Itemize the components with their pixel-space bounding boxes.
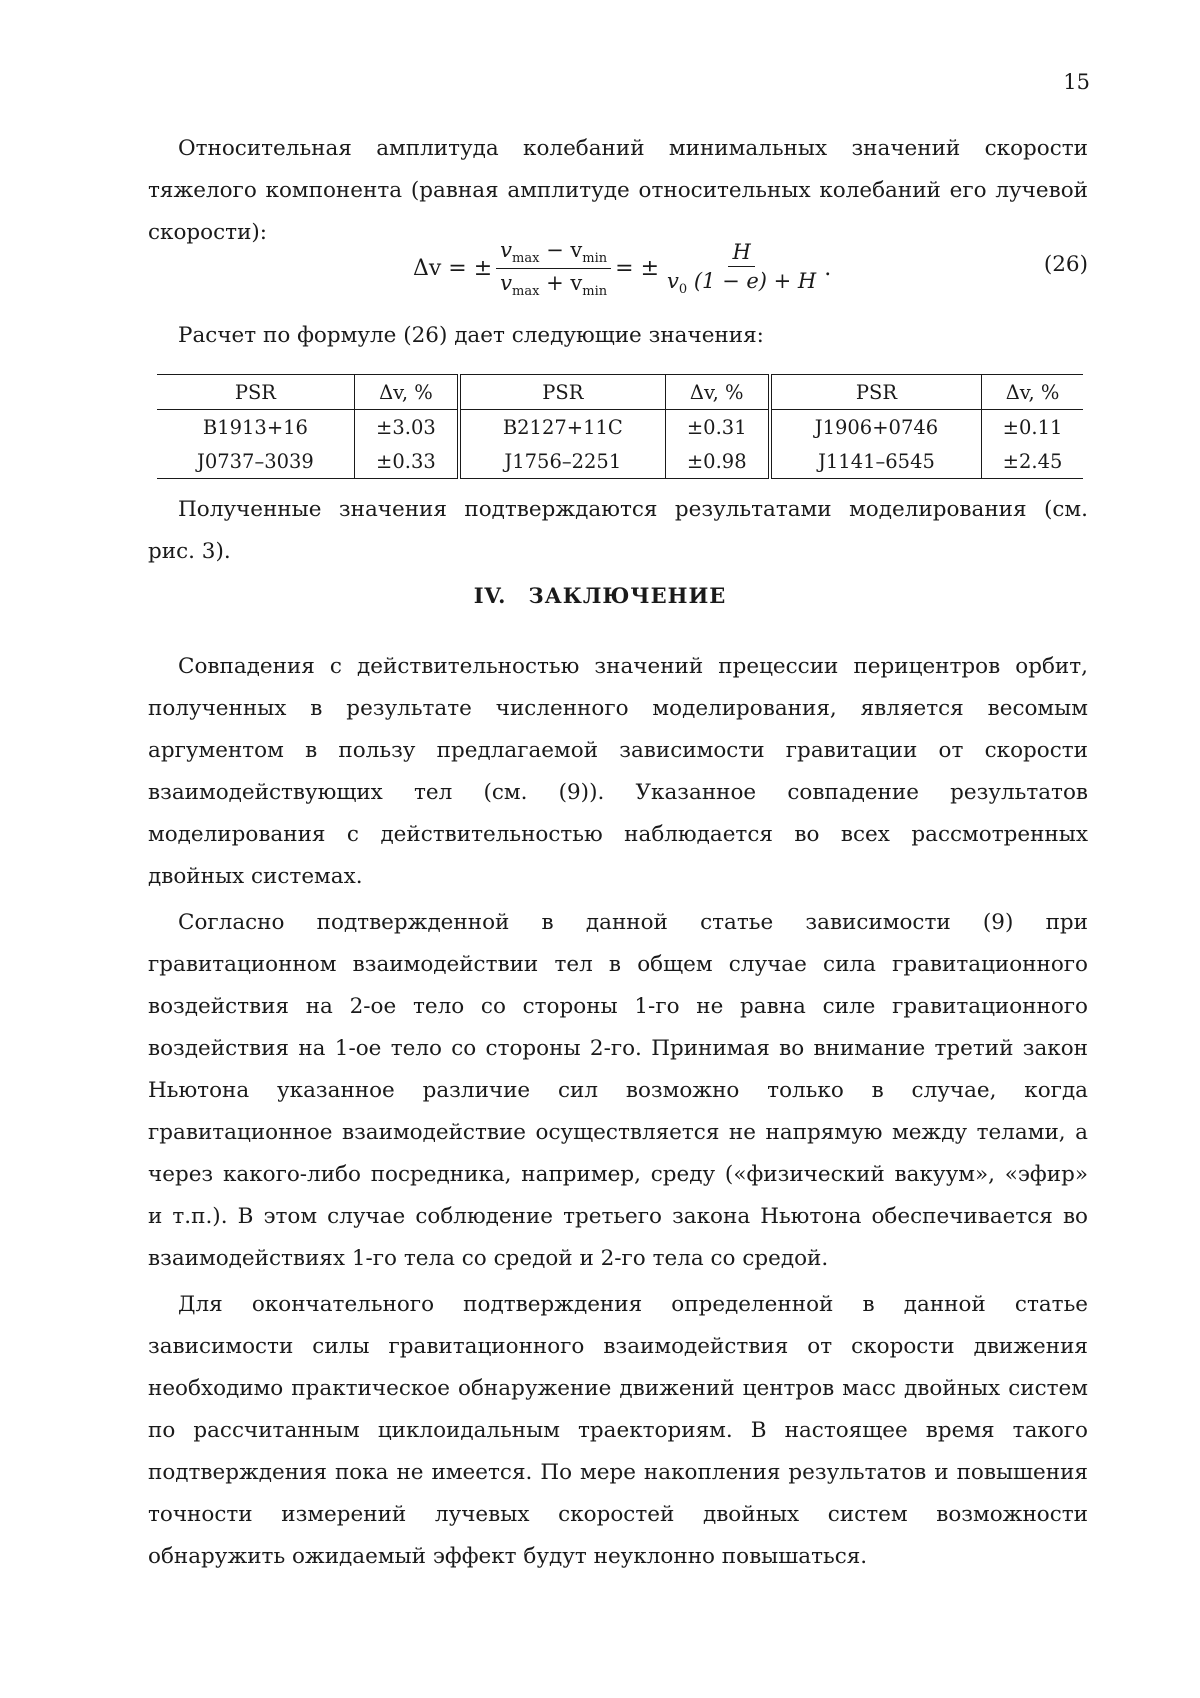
section-title: ЗАКЛЮЧЕНИЕ	[528, 583, 726, 608]
table-cell: J0737–3039	[157, 444, 354, 479]
header-dv-3: Δv, %	[982, 375, 1083, 410]
header-psr-1: PSR	[157, 375, 354, 410]
velocity-fraction-numerator: vmax − vmin	[496, 238, 611, 269]
table-cell: ±0.31	[665, 410, 770, 445]
table-cell: ±0.33	[354, 444, 459, 479]
section-number: IV.	[474, 583, 507, 608]
psr-table	[157, 374, 1083, 479]
velocity-fraction-denominator: vmax + vmin	[496, 269, 611, 299]
calc-paragraph: Расчет по формуле (26) дает следующие значения:	[148, 315, 1088, 357]
h-fraction	[663, 240, 820, 297]
equation-end: .	[824, 256, 831, 281]
header-psr-3: PSR	[770, 375, 982, 410]
table-cell: ±3.03	[354, 410, 459, 445]
psr-table-header-row	[157, 375, 1083, 410]
equation-number: (26)	[1044, 252, 1088, 277]
conclusion-paragraph-2: Согласно подтвержденной в данной статье зависимости (9) при гравитационном взаимодействии тел в общем случае сила гравитационного воздействия на 2-ое тело со стороны 1-го не равна силе гравитационного воздействия на 1-ое тело со стороны 2-го. Принимая во внимание третий закон Ньютона указанное различие сил возможно только в случае, когда гравитационное взаимодействие осуществляется не напрямую между телами, а через какого-либо посредника, например, среду («физический вакуум», «эфир» и т.п.). В этом случае соблюдение третьего закона Ньютона обеспечивается во взаимодействиях 1-го тела со средой и 2-го тела со средой.	[148, 902, 1088, 1280]
header-dv-2: Δv, %	[665, 375, 770, 410]
h-fraction-denominator: v0 (1 − e) + H	[663, 267, 820, 297]
equation-body	[413, 238, 831, 299]
table-cell: B1913+16	[157, 410, 354, 445]
conclusion-block	[148, 646, 1088, 1578]
header-psr-2: PSR	[459, 375, 665, 410]
table-cell: J1906+0746	[770, 410, 982, 445]
header-dv-1: Δv, %	[354, 375, 459, 410]
table-cell: J1756–2251	[459, 444, 665, 479]
table-cell: J1141–6545	[770, 444, 982, 479]
velocity-fraction	[496, 238, 611, 299]
table-row	[157, 444, 1083, 479]
section-heading	[0, 583, 1200, 608]
table-cell: ±0.98	[665, 444, 770, 479]
table-cell: ±2.45	[982, 444, 1083, 479]
table-cell: ±0.11	[982, 410, 1083, 445]
result-paragraph-block	[148, 489, 1088, 573]
equation-middle: = ±	[615, 256, 659, 281]
table-cell: B2127+11C	[459, 410, 665, 445]
table-row	[157, 410, 1083, 445]
conclusion-paragraph-1: Совпадения с действительностью значений прецессии перицентров орбит, полученных в результате численного моделирования, является весомым аргументом в пользу предлагаемой зависимости гравитации от скорости взаимодействующих тел (см. (9)). Указанное совпадение результатов моделирования с действительностью наблюдается во всех рассмотренных двойных системах.	[148, 646, 1088, 898]
result-paragraph: Полученные значения подтверждаются результатами моделирования (см. рис. 3).	[148, 489, 1088, 573]
equation-lhs: Δv = ±	[413, 256, 492, 281]
calc-paragraph-block	[148, 315, 1088, 357]
equation-26	[148, 234, 1088, 304]
intro-paragraph: Относительная амплитуда колебаний минимальных значений скорости тяжелого компонента (равная амплитуде относительных колебаний его лучевой скорости):	[148, 128, 1088, 254]
h-fraction-numerator: H	[728, 240, 754, 267]
page-number: 15	[1063, 70, 1090, 94]
conclusion-paragraph-3: Для окончательного подтверждения определенной в данной статье зависимости силы гравитационного взаимодействия от скорости движения необходимо практическое обнаружение движений центров масс двойных систем по рассчитанным циклоидальным траекториям. В настоящее время такого подтверждения пока не имеется. По мере накопления результатов и повышения точности измерений лучевых скоростей двойных систем возможности обнаружить ожидаемый эффект будут неуклонно повышаться.	[148, 1284, 1088, 1578]
